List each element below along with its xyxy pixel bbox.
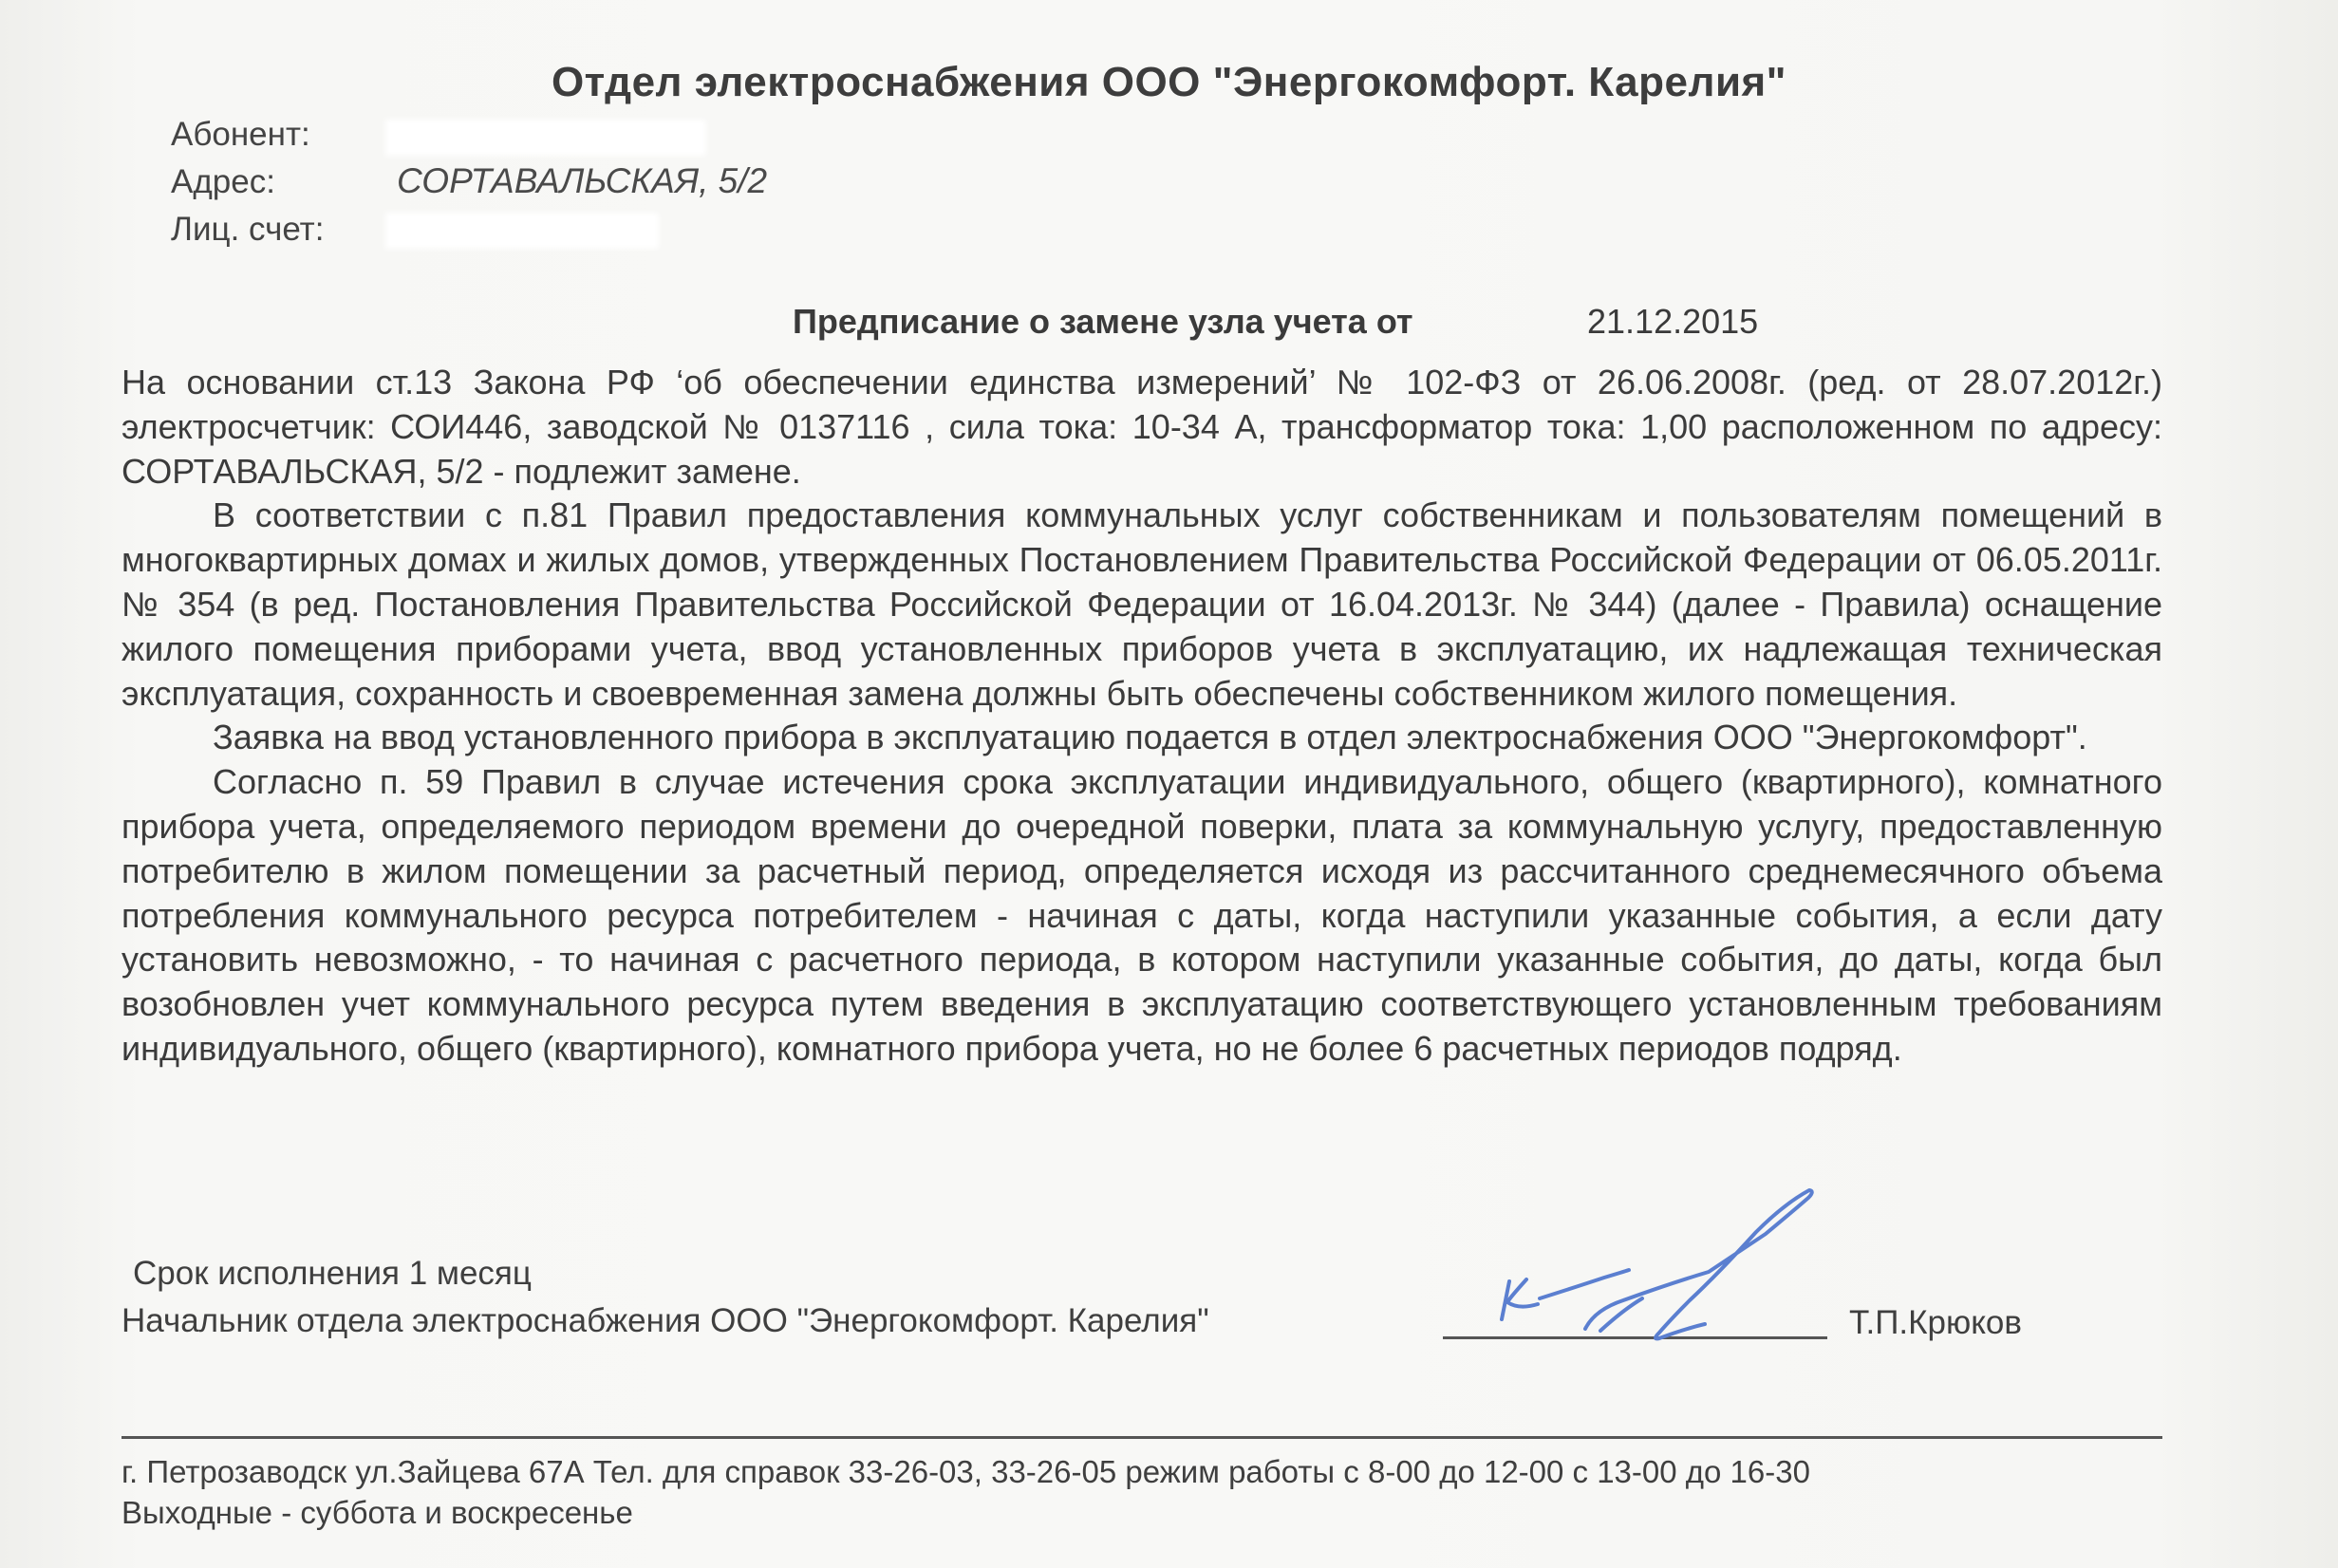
address-value: СОРТАВАЛЬСКАЯ, 5/2 [397, 161, 768, 200]
paragraph-application: Заявка на ввод установленного прибора в эксплуатацию подается в отдел электроснабжения ООО "Энергокомфорт". [213, 718, 2087, 757]
order-title: Предписание о замене узла учета от [793, 302, 1413, 341]
paragraph-rules-81: В соответствии с п.81 Правил предоставления коммунальных услуг собственникам и пользователям помещений в многоквартирных домах и жилых домов, утвержденных Постановлением Правительства Российской Федерации от 06.05.2011г. № 354 (в ред. Постановления Правительства Российской Федерации от 16.04.2013г. № 344) (далее - Правила) оснащение жилого помещения приборами учета, ввод установленных приборов учета в эксплуатацию, их надлежащая техническая эксплуатация, сохранность и своевременная замена должны быть обеспечены собственником жилого помещения. [122, 495, 2162, 713]
paragraph-rules-59: Согласно п. 59 Правил в случае истечения срока эксплуатации индивидуального, общего (квартирного), комнатного прибора учета, определяемого периодом времени до очередной поверки, плата за коммунальную услугу, предоставленную потребителю в жилом помещении за расчетный период, определяется исходя из рассчитанного среднемесячного объема потребления коммунального ресурса потребителем - начиная с даты, когда наступили указанные события, а если дату установить невозможно, - то начиная с расчетного периода, в котором наступили указанные события, до даты, когда был возобновлен учет коммунального ресурса путем введения в эксплуатацию соответствующего установленным требованиям индивидуального, общего (квартирного), комнатного прибора учета, но не более 6 расчетных периодов подряд. [122, 762, 2162, 1068]
footer-weekend: Выходные - суббота и воскресенье [122, 1495, 633, 1530]
paragraph-basis: На основании ст.13 Закона РФ ‘об обеспечении единства измерений’ № 102-ФЗ от 26.06.2008г. (ред. от 28.07.2012г.) электросчетчик: СОИ446, заводской № 0137116 , сила тока: 10-34 А, трансформатор тока: 1,00 расположенном по адресу: СОРТАВАЛЬСКАЯ, 5/2 - подлежит замене. [122, 363, 2162, 491]
order-date: 21.12.2015 [1587, 302, 1759, 341]
footer-contacts: г. Петрозаводск ул.Зайцева 67А Тел. для справок 33-26-03, 33-26-05 режим работы с 8-00 до 12-00 с 13-00 до 16-30 [122, 1454, 1810, 1489]
deadline-text: Срок исполнения 1 месяц [133, 1255, 532, 1292]
document-body [122, 361, 2162, 1072]
account-label: Лиц. счет: [171, 211, 325, 248]
footer-divider [122, 1436, 2162, 1439]
signatory-title: Начальник отдела электроснабжения ООО "Энергокомфорт. Карелия" [122, 1302, 1209, 1339]
subscriber-label: Абонент: [171, 116, 310, 153]
handwritten-signature [1481, 1177, 1880, 1348]
document-header: Отдел электроснабжения ООО "Энергокомфорт. Карелия" [551, 59, 1787, 105]
address-label: Адрес: [171, 163, 275, 200]
signatory-name: Т.П.Крюков [1849, 1304, 2022, 1341]
redacted-account [389, 216, 655, 245]
redacted-subscriber [389, 123, 702, 152]
